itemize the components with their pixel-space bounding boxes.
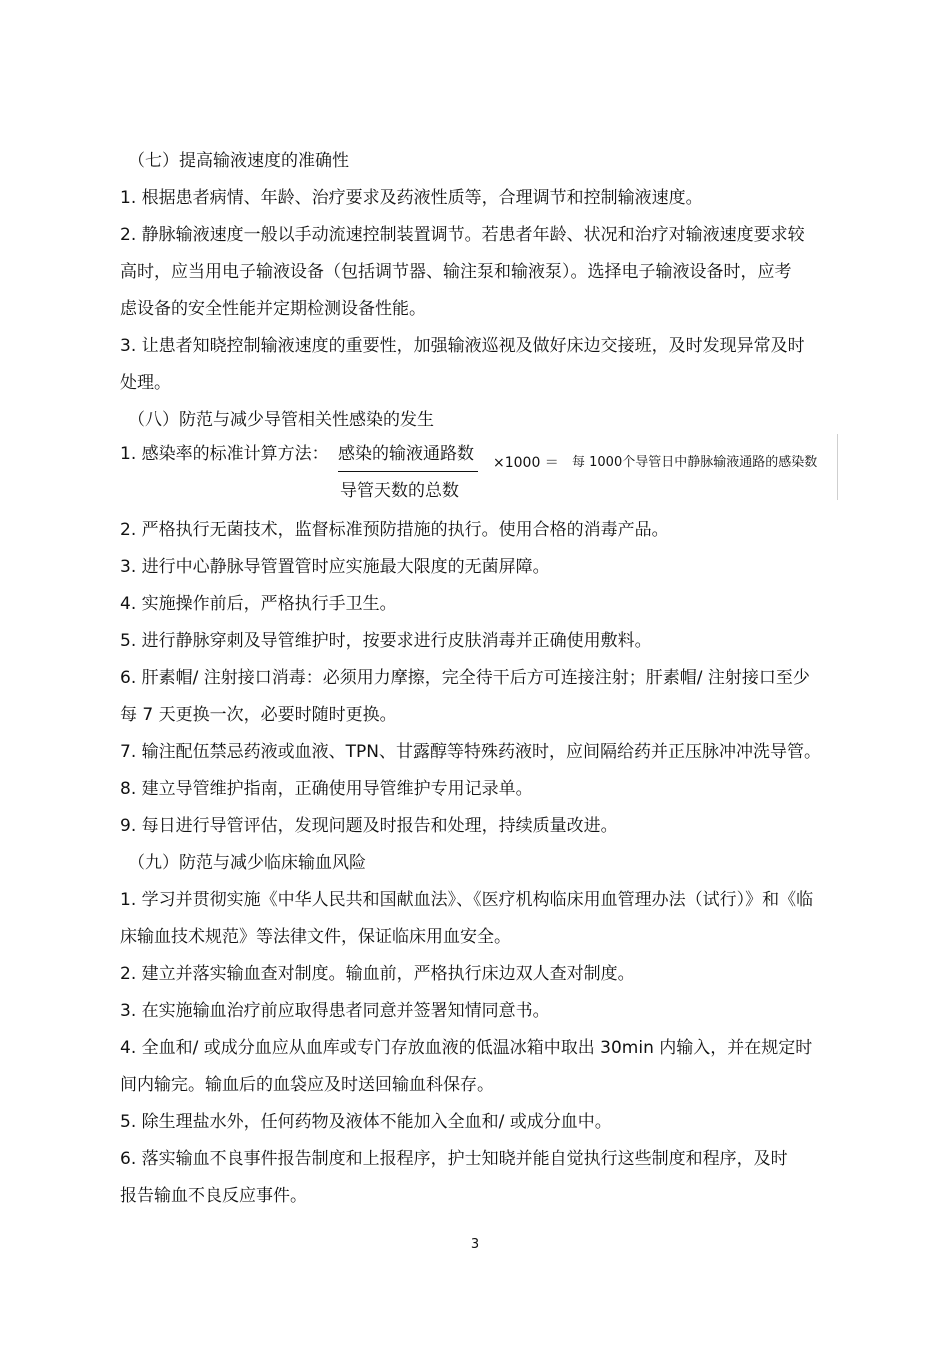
paragraph-9-5: 5. 除生理盐水外，任何药物及液体不能加入全血和/ 或成分血中。 xyxy=(120,1112,612,1132)
formula-edge-divider xyxy=(837,434,838,500)
paragraph-8-7: 7. 输注配伍禁忌药液或血液、TPN、甘露醇等特殊药液时，应间隔给药并正压脉冲冲洗导管。 xyxy=(120,742,821,762)
formula-result: 每 1000个导管日中静脉输液通路的感染数 xyxy=(572,455,818,470)
paragraph-7-2-line1: 2. 静脉输液速度一般以手动流速控制装置调节。若患者年龄、状况和治疗对输液速度要求较 xyxy=(120,225,805,245)
section-heading-8: （八）防范与减少导管相关性感染的发生 xyxy=(128,410,434,430)
paragraph-7-1: 1. 根据患者病情、年龄、治疗要求及药液性质等，合理调节和控制输液速度。 xyxy=(120,188,703,208)
paragraph-9-6-line1: 6. 落实输血不良事件报告制度和上报程序，护士知晓并能自觉执行这些制度和程序，及时 xyxy=(120,1149,788,1169)
paragraph-8-6-line2: 每 7 天更换一次，必要时随时更换。 xyxy=(120,705,397,725)
paragraph-8-9: 9. 每日进行导管评估，发现问题及时报告和处理，持续质量改进。 xyxy=(120,816,618,836)
formula-multiplier: ×1000 ＝ xyxy=(493,455,559,471)
paragraph-7-3-line1: 3. 让患者知晓控制输液速度的重要性，加强输液巡视及做好床边交接班，及时发现异常及时 xyxy=(120,336,805,356)
paragraph-8-4: 4. 实施操作前后，严格执行手卫生。 xyxy=(120,594,397,614)
paragraph-8-6-line1: 6. 肝素帽/ 注射接口消毒：必须用力摩擦，完全待干后方可连接注射；肝素帽/ 注射接口至少 xyxy=(120,668,810,688)
paragraph-8-5: 5. 进行静脉穿刺及导管维护时，按要求进行皮肤消毒并正确使用敷料。 xyxy=(120,631,652,651)
paragraph-8-3: 3. 进行中心静脉导管置管时应实施最大限度的无菌屏障。 xyxy=(120,557,550,577)
section-heading-7: （七）提高输液速度的准确性 xyxy=(128,151,349,171)
fraction-bar xyxy=(338,471,478,472)
paragraph-8-8: 8. 建立导管维护指南，正确使用导管维护专用记录单。 xyxy=(120,779,533,799)
infection-rate-formula xyxy=(120,444,840,504)
formula-denominator: 导管天数的总数 xyxy=(340,481,459,501)
paragraph-7-2-line3: 虑设备的安全性能并定期检测设备性能。 xyxy=(120,299,426,319)
paragraph-9-4-line2: 间内输完。输血后的血袋应及时送回输血科保存。 xyxy=(120,1075,494,1095)
formula-label: 1. 感染率的标准计算方法： xyxy=(120,444,329,464)
paragraph-9-3: 3. 在实施输血治疗前应取得患者同意并签署知情同意书。 xyxy=(120,1001,550,1021)
paragraph-9-2: 2. 建立并落实输血查对制度。输血前，严格执行床边双人查对制度。 xyxy=(120,964,635,984)
paragraph-8-2: 2. 严格执行无菌技术，监督标准预防措施的执行。使用合格的消毒产品。 xyxy=(120,520,669,540)
formula-numerator: 感染的输液通路数 xyxy=(338,444,474,464)
paragraph-7-2-line2: 高时，应当用电子输液设备（包括调节器、输注泵和输液泵）。选择电子输液设备时，应考 xyxy=(120,262,792,282)
section-heading-9: （九）防范与减少临床输血风险 xyxy=(128,853,366,873)
paragraph-9-1-line1: 1. 学习并贯彻实施《中华人民共和国献血法》、《医疗机构临床用血管理办法（试行）》和《临 xyxy=(120,890,814,910)
paragraph-7-3-line2: 处理。 xyxy=(120,373,171,393)
paragraph-9-1-line2: 床输血技术规范》等法律文件，保证临床用血安全。 xyxy=(120,927,511,947)
paragraph-9-6-line2: 报告输血不良反应事件。 xyxy=(120,1186,307,1206)
paragraph-9-4-line1: 4. 全血和/ 或成分血应从血库或专门存放血液的低温冰箱中取出 30min 内输入，并在规定时 xyxy=(120,1038,813,1058)
page-number: 3 xyxy=(470,1237,480,1252)
